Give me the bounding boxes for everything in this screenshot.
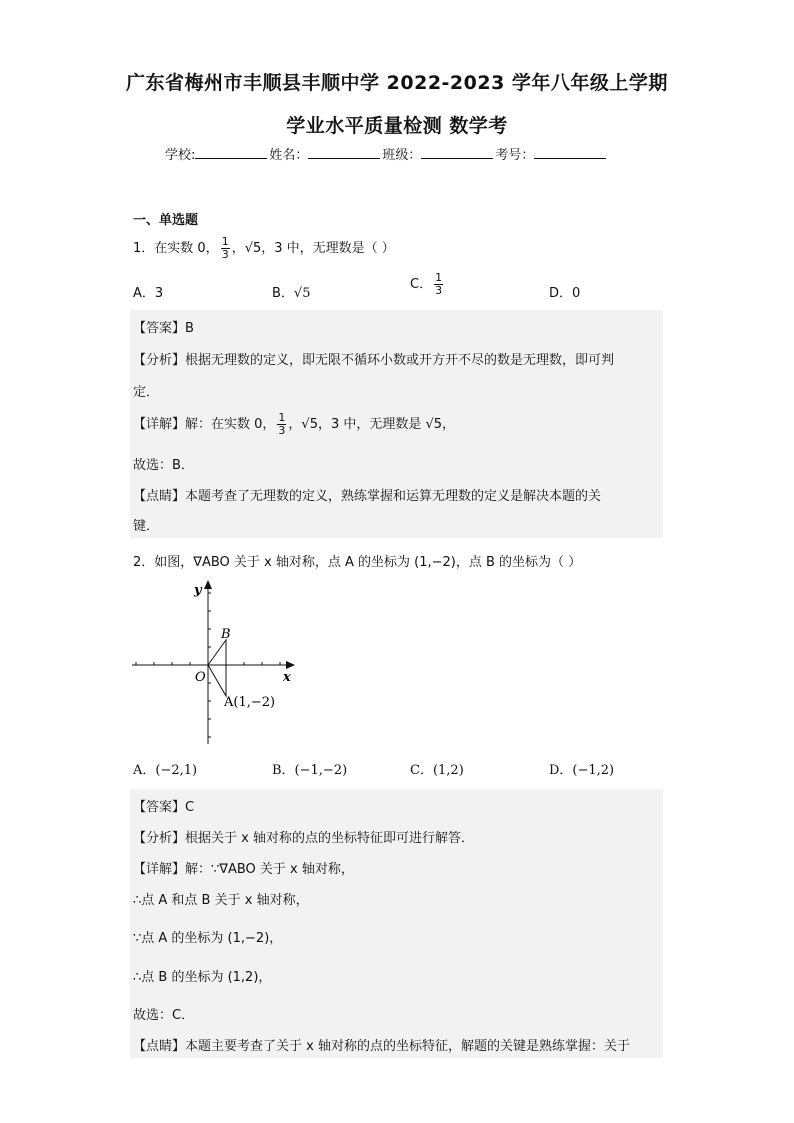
q1-stem (133, 236, 395, 261)
q1-analysis-line-2: 定． (133, 385, 160, 400)
x-axis-arrow (286, 661, 295, 669)
q1-answer: 【答案】B (133, 321, 194, 336)
number-label: 考号： (495, 148, 535, 163)
exam-title-line-1: 广东省梅州市丰顺县丰顺中学 2022-2023 学年八年级上学期 (126, 72, 668, 94)
student-info-line (165, 144, 608, 163)
q2-choice: 故选：C． (133, 1008, 195, 1023)
q1-option-d[interactable]: D．0 (549, 286, 581, 301)
q2-coordinate-figure (128, 578, 303, 750)
q1-comment-line-2: 键． (133, 519, 160, 534)
q2-detail: 【详解】解：∵∇ABO 关于 x 轴对称， (133, 862, 354, 877)
q1-detail: 【详解】解：在实数 0， $\frac{1}{3}$ ，√5，3 中，无理数是 √5， (133, 411, 456, 437)
q2-stem: 2．如图，∇ABO 关于 x 轴对称，点 A 的坐标为 (1,−2)，点 B 的坐标为（ ） (133, 555, 582, 570)
y-axis-label: y (194, 583, 202, 598)
class-blank[interactable] (421, 147, 493, 159)
exam-title-line-2: 学业水平质量检测 数学考 (286, 115, 508, 137)
q1-fraction: $\frac{1}{3}$ (221, 235, 229, 261)
y-axis-arrow (204, 580, 212, 589)
name-blank[interactable] (308, 147, 380, 159)
triangle-abo (208, 640, 226, 696)
q2-step-2: ∵点 A 的坐标为 (1,−2)， (133, 931, 283, 946)
q2-option-a[interactable]: A．(−2,1) (133, 763, 198, 778)
q2-answer: 【答案】C (133, 800, 195, 815)
name-label: 姓名： (269, 148, 309, 163)
section-heading: 一、单选题 (133, 213, 199, 228)
class-label: 班级： (382, 148, 422, 163)
q1-option-c[interactable]: C． $\frac{1}{3}$ (410, 271, 443, 297)
q1-option-b[interactable]: B．√5 (272, 286, 311, 301)
q1-stem-suffix: ，√5，3 中，无理数是（ ） (231, 241, 395, 256)
q1-choice: 故选：B． (133, 458, 194, 473)
q2-option-b[interactable]: B．(−1,−2) (272, 763, 348, 778)
q2-comment: 【点睛】本题主要考查了关于 x 轴对称的点的坐标特征，解题的关键是熟练掌握：关于 (133, 1039, 630, 1054)
q2-analysis: 【分析】根据关于 x 轴对称的点的坐标特征即可进行解答． (133, 831, 474, 846)
point-b-label: B (221, 627, 231, 642)
point-a-label: A(1,−2) (224, 695, 276, 710)
x-axis-label: x (283, 670, 291, 685)
q2-option-c[interactable]: C．(1,2) (410, 763, 464, 778)
q1-option-a[interactable]: A．3 (133, 286, 164, 301)
number-blank[interactable] (534, 147, 606, 159)
q1-stem-prefix: 1．在实数 0， (133, 241, 219, 256)
q1-analysis-line-1: 【分析】根据无理数的定义，即无限不循环小数或开方开不尽的数是无理数，即可判 (133, 353, 615, 368)
q1-comment-line-1: 【点睛】本题考查了无理数的定义，熟练掌握和运算无理数的定义是解决本题的关 (133, 489, 602, 504)
q2-step-3: ∴点 B 的坐标为 (1,2)， (133, 970, 272, 985)
origin-label: O (195, 670, 206, 685)
q2-option-d[interactable]: D．(−1,2) (549, 763, 615, 778)
school-blank[interactable] (195, 147, 267, 159)
q2-step-1: ∴点 A 和点 B 关于 x 轴对称， (133, 893, 309, 908)
school-label: 学校: (165, 148, 196, 163)
